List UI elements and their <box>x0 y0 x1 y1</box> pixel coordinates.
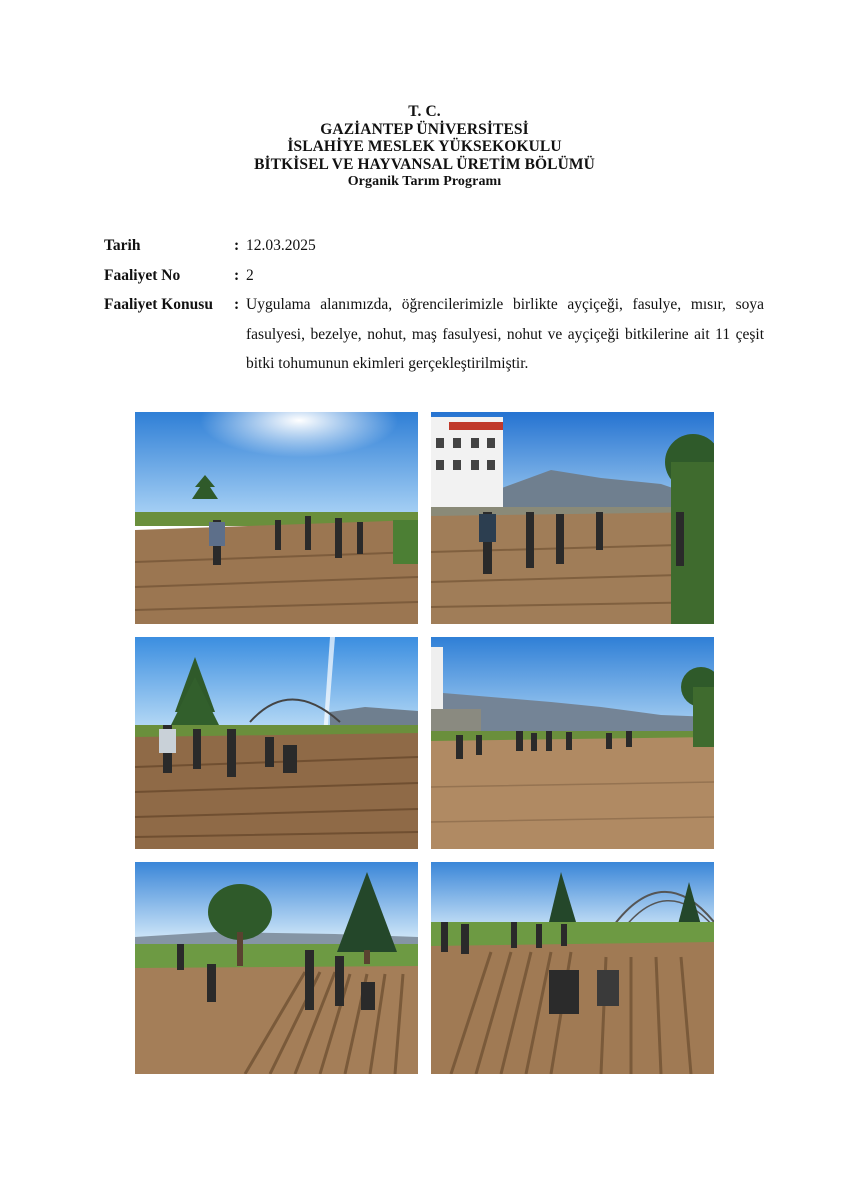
header-department: BİTKİSEL VE HAYVANSAL ÜRETİM BÖLÜMÜ <box>254 155 595 173</box>
header-line-tc: T. C. <box>408 103 441 120</box>
activity-no-value: 2 <box>246 266 254 284</box>
activity-photo-4 <box>431 637 714 849</box>
colon: : <box>234 296 240 313</box>
activity-subject-value: Uygulama alanımızda, öğrencilerimizle birlikte ayçiçeği, fasulye, mısır, soya fasulyesi, bezelye, nohut, maş fasulyesi, nohut ve ayçiçeği bitkilerine ait 11 çeşit bitki tohumunun ekimleri gerçekleştirilmiştir. <box>246 296 764 372</box>
activity-subject-row <box>104 290 764 379</box>
date-value: 12.03.2025 <box>246 237 316 254</box>
header-school: İSLAHİYE MESLEK YÜKSEKOKULU <box>287 138 562 155</box>
activity-no-row <box>104 261 764 291</box>
activity-photo-1 <box>135 412 418 624</box>
activity-photo-2 <box>431 412 714 624</box>
date-label: Tarih <box>104 237 141 254</box>
document-header <box>0 103 849 191</box>
activity-photo-5 <box>135 862 418 1074</box>
activity-photo-3 <box>135 637 418 849</box>
activity-photo-6 <box>431 862 714 1074</box>
date-row <box>104 231 764 261</box>
activity-subject-label: Faaliyet Konusu <box>104 296 213 313</box>
activity-info <box>104 231 764 379</box>
colon: : <box>234 237 240 254</box>
header-program: Organik Tarım Programı <box>347 174 502 189</box>
header-university: GAZİANTEP ÜNİVERSİTESİ <box>320 120 529 138</box>
colon: : <box>234 266 240 284</box>
activity-no-label: Faaliyet No <box>104 266 181 284</box>
